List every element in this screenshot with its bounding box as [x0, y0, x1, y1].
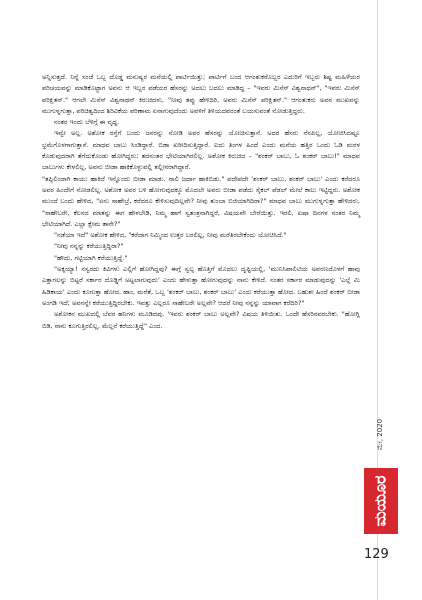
article-paragraph: "ತಪ್ಪಿಲಿಂದಾಗಿ ಕಾಯು ಹಾಕಿದೆ ಇನ್ನೊಂದು ಬೀಡಾ ಮಾಡು. ನಾಲಿ ಜರ್ದಾ ಹಾಕಿಬಿಡು." ಪದೇಪದೇ 'ಶಂಕರ್ ಬಾಬು, ಶಂಕರ್ ಬಾಬು' ಎಂದು ಕರೆದರೂ ಅವರ ಹಿಂದೇಗೆ ನೋಡಲಿಲ್ಲ. ಅಶೋಕ ಅವರ ಬಳಿ ಹೋಗುವುದಕ್ಕೂ ಮೊದಲೇ ಅವರು ಬೀಡಾ ಪಡೆದು ಸೈಕಲ್ ಪೆಡಲ್ ಮೇಲೆ ಕಾಲು ಇಟ್ಟಿದ್ದರು. ಅಶೋಕ ಮುಂದೆ ಬಂದು ಹೇಳಿದ, "ಏನು ಸಾಹೇಬ್ರೆ, ಕರೆದರೂ ಕೇಳಿಸುವುದಿಲ್ಲವೇ? ನೀವು ತುಂಬಾ ಬಿಜಿಯಾಗಿದಿರಾ?" ಮಾಧವ ಬಾಬು ಮುಗುಳ್ನಗುತ್ತಾ ಹೇಳಿದರು, "ಸಾಹೇಬರೇ, ಕೆಲಸದ ಮಾತನ್ನು ಈಗ ಹೇಳಬೇಡಿ, ನಿಮ್ಮ ಹಾಗೆ ಸ್ವತಂತ್ರನಾಗಿದ್ದರೆ, ವಿಷಯವೇ ಬೇರೆಯಿತ್ತು. ಇರಲಿ, ಏಷಾ ದಿನಗಳ ನಂತರ ನಿಮ್ಮ ಭೇಟಿಯಾಗಿದೆ. ಎಲ್ಲಾ ಕ್ಷೇಮ ತಾನೇ?"	[42, 174, 360, 228]
issue-date	[374, 404, 388, 464]
magazine-name: ಮಯೂರ	[371, 475, 390, 527]
issue-date-text: ಮೇ, 2020	[376, 418, 385, 450]
article-paragraph: ಇವ್ವೇ ಅಲ್ಲ. ಅಶೋಕ ರಸ್ತೆಗೆ ಬಂದು ಜನರನ್ನು ನೋಡಿ ಅವರ ಹೆಸರನ್ನು ಯೋಚಿಸುತ್ತಾನೆ. ಅದರ ಹೆಸರು ನೆನಪಿಲ್ಲ, ಯೋಚಿಸಿದಷ್ಟೂ ಭ್ರಮೆಗೊಳಗಾಗುತ್ತಾನೆ. ಮಾಧವ ಬಾಬು ಸಿಂಡಿದ್ದಾರೆ. ಬಿಡಾ ಖರೀದಿಸುತ್ತಿದ್ದಾರೆ. ಐದು ತಿಂಗಳ ಹಿಂದೆ ಎಂದು ಮನೆಯ ಹತ್ತಿರ ಒಂದು ಓಡಿ ಮರಳ ಕೊಡುವುದರಾಗಿ ತೆಗೆದುಕೊಂಡು ಹೋಗಿದ್ದರು; ತದನಂತರ ಭೇಟಿಯಾಗಿರಲಿಲ್ಲ. ಅಶೋಕ ಕಿರುಚಿದ – "ಶಂಕರ್ ಬಾಬು, ಓ ಶಂಕರ್ ಬಾಬು!" ಮಾಧವ ಬಾಬುಗಳು ಕೇಳಲಿಲ್ಲ, ಅವನು ಬೀಡಾ ಹಾಕಿಕೊಳ್ಳುವಲ್ಲಿ ತಲ್ಲೀನರಾಗಿದ್ದಾರೆ.	[42, 129, 360, 172]
article-paragraph: "ಅಕ್ಕಯ್ಯಾ! ನಸ್ವರದು ಕಿವಿಗಳು ಎಲ್ಲಿಗೆ ಹೋಗಿದ್ದವು? ಈಗ್ಗೆ ಸ್ವಲ್ಪ ಹೊತ್ತಿಗೆ ಮೊದಲು ದೃಷ್ಟಿಯಲ್ಲಿ, 'ಮುನಿಸಿಪಾಲಿಟಿಯ ಅವರಣದೊಳಗೆ ಹಾವು ಎತ್ತಾಗಲನ್ನು ಬಿಟ್ಟರೆ ಸರ್ಕಾರ ದೊಡ್ಡಿಗೆ ಅಟ್ಟಲಾಗುವುದು' ಎಂದು ಹೇಳುತ್ತಾ ಹೋಗುವುದನ್ನು ನಾನು ಕೇಳಿದೆ. ನಂತರ ಸರ್ಕಾರ ಮಾಡುವುದನ್ನು 'ಎಲ್ಲೆ ಮಿ ಹಿಡಿಕಾಯ' ಎಂದು ಕೂಗುತ್ತಾ ಹೋದ. ಹಾಂ, ಮರೆತೆ, ಒಬ್ಬ 'ಶಂಕರ್ ಬಾಬು, ಶಂಕರ್ ಬಾಬು' ಎಂದು ಕರೆಯುತ್ತಾ ಹೋದ. ಬಹುಶಃ ಹಿಂದೆ ಶಂಕರ್ ಬೀಡಾ ಅಂಗಡಿ ಇದೆ; ಅವನನ್ನೇ ಕರೆಯುತ್ತಿದ್ದಿರಬೇಕು. ಇವತ್ತು ಎಲ್ಲರೂ ಸಾಹೇಬರೇ ಅಲ್ಲವೇ? ಆದರೆ ನೀವು ನನ್ನನ್ನು ಯಾವಾಗ ಕರೆದಿರಿ?"	[42, 265, 360, 307]
article-paragraph: "ಹೌದು, ಗಟ್ಟಿಯಾಗಿ ಕರೆಯುತ್ತಿದ್ದೆ."	[54, 253, 128, 262]
magazine-logo	[364, 468, 398, 534]
article-paragraph: ಅನ್ನಿಸುತ್ತದೆ. ನಿನ್ನೆ ಸಂಜೆ ಒಬ್ಬ ದೊಡ್ಡ ಮನುಷ್ಯರ ಮನೆಯಲ್ಲಿ ಪಾರ್ಟಿಯಿತ್ತು; ಪಾರ್ಟಿಗೆ ಬಂದ ಆಗಂತುಕರೊಬ್ಬರ ಎದುರಿಗೆ ಇಬ್ಬರು ಶಿಷ್ಟ ಮಹಿಳೆಯರ ಪರಿಚಯವನ್ನು ಮಾಡಿಕೊಟ್ಟಾಗ ಅವನು ಆ ಇಬ್ಬರ ಪಡೆಯರ ಹೆಸರನ್ನು ಅದಲು ಬದಲು ಮಾಡಿದ್ದ – "ಇವರು ಮಿಸೆಸ್ ವಿಶ್ವನಾಥನ್", "ಇವರು ಮಿಸೆಸ್ ಪರಿಕ್ಷಿತನ್." ಆಗಲೇ ಮಿಸೆಸ್ ವಿಶ್ವನಾಥನ್ ಕಿರುಚಿದಳು, "ನೀವು ತಪ್ಪು ಹೇಳಿದಿರಿ, ಅವರು ಮಿಸೆಸ್ ಪರಿಕ್ಷಿತನ್." ಆಗಂತುಕರು ಅವನ ಮುಖವನ್ನು ಮುಗುಳ್ನಗುತ್ತಾ, ಪರಿಚಿತ್ವದಿಂದ ಶಿರಿವಿಕೆಯ ಪರಿಣಾಮ ಏನಾಗುವುದೆಂದು ಅವಳಿಗೆ ತಿಳಿಯದವರಂತೆ ಬಯಸುವಂತೆ ನೋಡುತ್ತಿದ್ದರು.	[42, 73, 360, 115]
article-paragraph: "ನೀವು ನನ್ನನ್ನು ಕರೆಯುತ್ತಿದ್ದಿರಾ?"	[54, 242, 124, 251]
page-number: 129	[364, 547, 389, 562]
article-paragraph: ನಂತರ ಇಂದು ಬೆಳಿಗ್ಗೆ ಈ ವೃದ್ಧ.	[54, 118, 120, 127]
article-paragraph: ಅಶೋಕನ ಮುಖದಲ್ಲಿ ಬೆವರ ಹನಿಗಳು ಮೂಡಿದವು. 'ಇವರು ಶಂಕರ್ ಬಾಬು ಅಲ್ಲವೇ? ವಿಷಯ ತಿಳಿಯಿತು. ಒಂದೇ ಹೆಸರಿನವರಬೇಕು. "ಹೋಗ್ಲಿ ಬಿಡಿ, ನಾನು ಕೂಗುತ್ತಿರಲಿಲ್ಲ, ಮೆಲ್ಲನೆ ಕರೆಯುತ್ತಿದ್ದೆ" ಎಂದ.	[42, 310, 360, 330]
article-body	[42, 72, 360, 332]
article-paragraph: "ನಡೆಯಾ ಇದೆ" ಅಶೋಕ ಹೇಳಿದ, "ಕರೆದಾಗ ನಿಮ್ಮಿಂದ ಉತ್ತರ ಬರಲಿಲ್ಲ, ನೀವು ಮರೆತಿರಬೇಕೆಂದು ಯೋಚಿಸಿದೆ."	[54, 231, 287, 240]
